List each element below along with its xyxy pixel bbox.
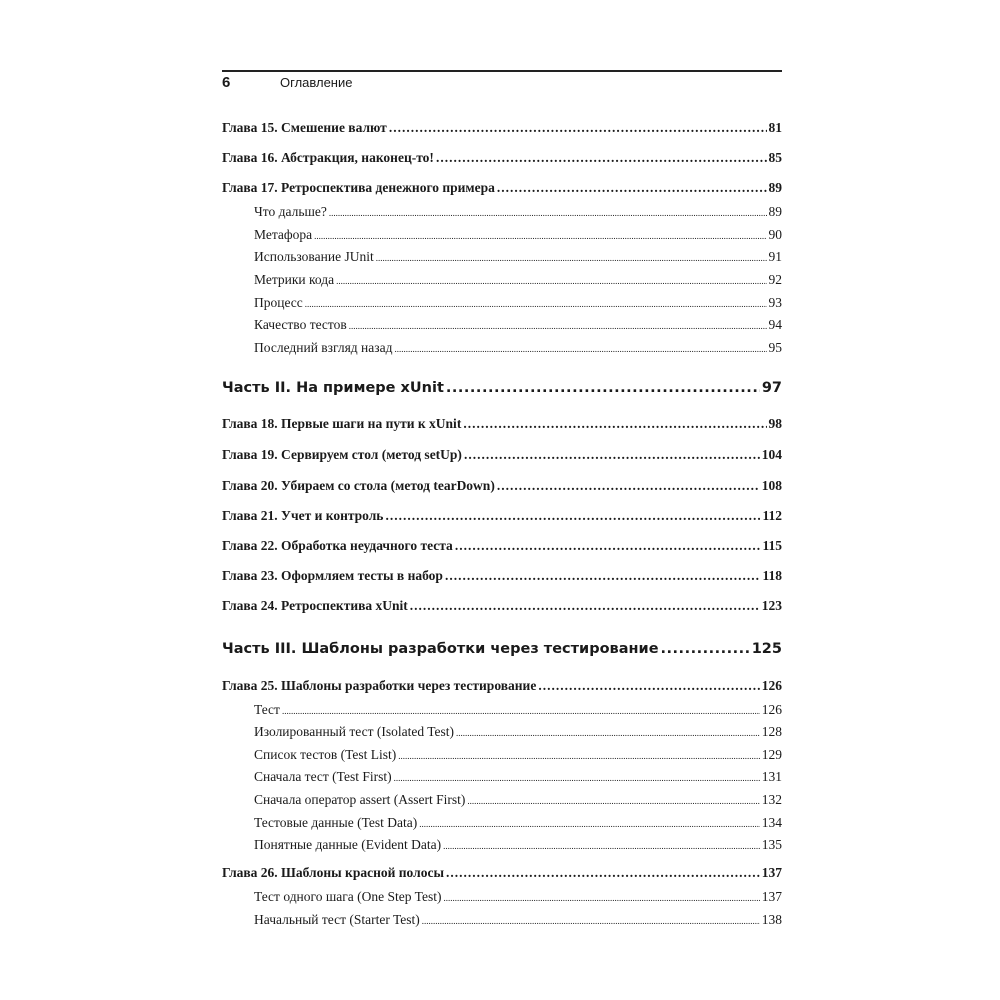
toc-section[interactable] <box>222 889 782 905</box>
leader-dots <box>464 447 760 463</box>
toc-page: 89 <box>768 204 782 219</box>
toc-title: Глава 24. Ретроспектива xUnit <box>222 598 408 613</box>
leader-dots <box>419 819 760 829</box>
toc-page: 81 <box>768 120 782 135</box>
toc-page: 97 <box>761 380 782 396</box>
toc-section[interactable] <box>222 295 782 311</box>
toc-page: 138 <box>761 912 782 927</box>
toc-section[interactable] <box>222 747 782 763</box>
toc-page: 115 <box>762 538 782 553</box>
leader-dots <box>282 706 760 716</box>
leader-dots <box>376 253 767 263</box>
toc-page: 108 <box>761 478 782 493</box>
book-page <box>222 0 782 1000</box>
toc-section[interactable] <box>222 272 782 288</box>
toc-entry-chapter-20[interactable] <box>222 478 782 494</box>
leader-dots <box>467 796 759 806</box>
toc-page: 131 <box>761 769 782 784</box>
leader-dots <box>446 380 760 396</box>
toc-title: Начальный тест (Starter Test) <box>254 912 420 927</box>
toc-page: 104 <box>761 447 782 462</box>
leader-dots <box>446 865 760 881</box>
toc-section[interactable] <box>222 815 782 831</box>
toc-title: Глава 26. Шаблоны красной полосы <box>222 865 444 880</box>
leader-dots <box>455 538 761 554</box>
toc-page: 94 <box>768 317 782 332</box>
header-rule <box>222 70 782 72</box>
toc-entry-chapter-19[interactable] <box>222 447 782 463</box>
toc-section[interactable] <box>222 702 782 718</box>
leader-dots <box>445 568 761 584</box>
toc-title: Качество тестов <box>254 317 347 332</box>
toc-entry-chapter-21[interactable] <box>222 508 782 524</box>
leader-dots <box>661 641 750 657</box>
toc-title: Сначала тест (Test First) <box>254 769 392 784</box>
toc-page: 137 <box>761 865 782 880</box>
toc-page: 85 <box>768 150 782 165</box>
toc-title: Метрики кода <box>254 272 335 287</box>
toc-title: Список тестов (Test List) <box>254 747 397 762</box>
leader-dots <box>443 841 760 851</box>
leader-dots <box>385 508 760 524</box>
toc-entry-chapter-17[interactable] <box>222 180 782 196</box>
toc-page: 118 <box>762 568 782 583</box>
toc-title: Глава 22. Обработка неудачного теста <box>222 538 453 553</box>
toc-entry-chapter-24[interactable] <box>222 598 782 614</box>
leader-dots <box>497 180 767 196</box>
toc-entry-part-3[interactable] <box>222 641 782 657</box>
leader-dots <box>349 321 767 331</box>
toc-section[interactable] <box>222 912 782 928</box>
toc-page: 91 <box>768 249 782 264</box>
toc-page: 135 <box>761 837 782 852</box>
leader-dots <box>394 773 760 783</box>
leader-dots <box>389 120 767 136</box>
toc-section[interactable] <box>222 340 782 356</box>
leader-dots <box>463 416 766 432</box>
leader-dots <box>443 893 759 903</box>
toc-title: Глава 16. Абстракция, наконец-то! <box>222 150 434 165</box>
leader-dots <box>436 150 767 166</box>
running-title: Оглавление <box>280 75 353 90</box>
leader-dots <box>398 751 760 761</box>
toc-page: 125 <box>751 641 782 657</box>
toc-title: Процесс <box>254 295 303 310</box>
toc-title: Глава 17. Ретроспектива денежного примера <box>222 180 495 195</box>
toc-title: Часть III. Шаблоны разработки через тестирование <box>222 641 659 657</box>
leader-dots <box>394 344 766 354</box>
toc-entry-chapter-25[interactable] <box>222 678 782 694</box>
toc-page: 98 <box>768 416 782 431</box>
toc-title: Глава 19. Сервируем стол (метод setUp) <box>222 447 462 462</box>
toc-title: Тест <box>254 702 280 717</box>
toc-entry-chapter-22[interactable] <box>222 538 782 554</box>
leader-dots <box>329 208 767 218</box>
toc-section[interactable] <box>222 837 782 853</box>
leader-dots <box>314 231 766 241</box>
toc-title: Глава 20. Убираем со стола (метод tearDown) <box>222 478 495 493</box>
toc-title: Тестовые данные (Test Data) <box>254 815 418 830</box>
toc-page: 137 <box>761 889 782 904</box>
toc-title: Глава 15. Смешение валют <box>222 120 387 135</box>
toc-page: 126 <box>761 678 782 693</box>
toc-title: Изолированный тест (Isolated Test) <box>254 724 454 739</box>
toc-title: Использование JUnit <box>254 249 374 264</box>
page-header <box>222 74 352 94</box>
leader-dots <box>456 728 760 738</box>
toc-page: 95 <box>768 340 782 355</box>
toc-section[interactable] <box>222 317 782 333</box>
toc-entry-part-2[interactable] <box>222 380 782 396</box>
toc-section[interactable] <box>222 769 782 785</box>
toc-title: Глава 23. Оформляем тесты в набор <box>222 568 443 583</box>
toc-title: Тест одного шага (One Step Test) <box>254 889 442 904</box>
toc-page: 129 <box>761 747 782 762</box>
toc-page: 123 <box>761 598 782 613</box>
toc-page: 89 <box>768 180 782 195</box>
toc-entry-chapter-23[interactable] <box>222 568 782 584</box>
toc-entry-chapter-18[interactable] <box>222 416 782 432</box>
toc-section[interactable] <box>222 724 782 740</box>
toc-section[interactable] <box>222 249 782 265</box>
toc-page: 134 <box>761 815 782 830</box>
toc-entry-chapter-16[interactable] <box>222 150 782 166</box>
leader-dots <box>497 478 760 494</box>
page-number: 6 <box>222 74 231 91</box>
toc-title: Что дальше? <box>254 204 327 219</box>
toc-title: Последний взгляд назад <box>254 340 393 355</box>
leader-dots <box>422 916 760 926</box>
toc-page: 132 <box>761 792 782 807</box>
toc-section[interactable] <box>222 227 782 243</box>
leader-dots <box>538 678 759 694</box>
toc-title: Глава 25. Шаблоны разработки через тестирование <box>222 678 537 693</box>
toc-title: Глава 18. Первые шаги на пути к xUnit <box>222 416 462 431</box>
toc-page: 92 <box>768 272 782 287</box>
toc-title: Понятные данные (Evident Data) <box>254 837 442 852</box>
toc-title: Метафора <box>254 227 313 242</box>
toc-title: Сначала оператор assert (Assert First) <box>254 792 466 807</box>
toc-title: Глава 21. Учет и контроль <box>222 508 384 523</box>
toc-entry-chapter-15[interactable] <box>222 120 782 136</box>
leader-dots <box>336 276 766 286</box>
leader-dots <box>305 299 767 309</box>
toc-title: Часть II. На примере xUnit <box>222 380 444 396</box>
toc-section[interactable] <box>222 792 782 808</box>
toc-page: 90 <box>768 227 782 242</box>
toc-page: 93 <box>768 295 782 310</box>
leader-dots <box>410 598 760 614</box>
toc-section[interactable] <box>222 204 782 220</box>
toc-page: 128 <box>761 724 782 739</box>
toc-page: 112 <box>762 508 782 523</box>
toc-page: 126 <box>761 702 782 717</box>
toc-entry-chapter-26[interactable] <box>222 865 782 881</box>
